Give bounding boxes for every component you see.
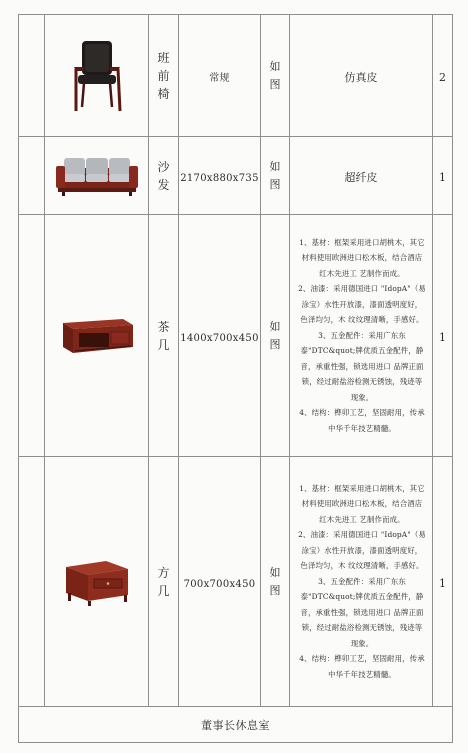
image-cell (45, 137, 149, 215)
material-cell (290, 215, 433, 457)
material-line: 2、油漆：采用德国进口 "IdopA"（易涂宝）水性开放漆，漆面透明度好，色泽均匀，木 纹纹理清晰，手感好。 (298, 530, 426, 571)
item-qty: 1 (439, 171, 446, 184)
item-qty: 1 (439, 331, 446, 344)
material-line: 3、五金配件：采用广东东泰"DTC&quot;牌优质五金配件，静音，承重性强，锁选用进口 品牌正面锁，经过耐盐浴检测无锈蚀，残迹等现象。 (300, 330, 424, 402)
item-qty: 1 (439, 577, 446, 590)
qty-cell (433, 15, 453, 137)
material-line: 1、基材：框架采用进口胡桃木，其它材料使用欧洲进口松木板，结合酒店红木先进工 艺制作而成。 (299, 237, 425, 278)
item-spec: 常规 (209, 73, 230, 84)
name-cell (149, 137, 179, 215)
index-cell (19, 215, 45, 457)
figure-cell (261, 457, 290, 707)
item-spec: 2170x880x735 (180, 173, 259, 184)
item-figure: 如图 (269, 59, 281, 91)
spec-cell (179, 457, 261, 707)
qty-cell (433, 215, 453, 457)
item-name: 班前椅 (157, 50, 170, 101)
qty-cell (433, 457, 453, 707)
table-row (19, 215, 453, 457)
material-line: 4、结构：榫卯工艺，坚固耐用，传承中华千年技艺精髓。 (299, 408, 425, 433)
room-label: 董事长休息室 (19, 707, 453, 743)
material-cell (290, 137, 433, 215)
index-cell (19, 457, 45, 707)
spec-cell (179, 215, 261, 457)
figure-cell (261, 215, 290, 457)
index-cell (19, 137, 45, 215)
item-figure: 如图 (269, 319, 281, 351)
figure-cell (261, 15, 290, 137)
table-row (19, 457, 453, 707)
image-cell (45, 457, 149, 707)
name-cell (149, 15, 179, 137)
item-material: 超纤皮 (344, 171, 378, 184)
sofa-image (54, 154, 140, 198)
footer-row (19, 707, 453, 743)
spec-cell (179, 15, 261, 137)
item-name: 沙发 (157, 159, 170, 192)
item-spec: 700x700x450 (183, 579, 256, 590)
material-line: 1、基材：框架采用进口胡桃木，其它材料使用欧洲进口松木板，结合酒店红木先进工 艺制作而成。 (299, 483, 425, 524)
material-line: 2、油漆：采用德国进口 "IdopA"（易涂宝）水性开放漆，漆面透明度好，色泽均匀，木 纹纹理清晰，手感好。 (298, 284, 426, 325)
office-chair-image (62, 37, 132, 115)
figure-cell (261, 137, 290, 215)
item-name: 茶几 (157, 319, 170, 352)
item-figure: 如图 (269, 159, 281, 191)
material-line: 4、结构：榫卯工艺，坚固耐用，传承中华千年技艺精髓。 (299, 654, 425, 679)
item-spec: 1400x700x450 (180, 333, 259, 344)
image-cell (45, 15, 149, 137)
material-line: 3、五金配件：采用广东东泰"DTC&quot;牌优质五金配件，静音，承重性强，锁选用进口 品牌正面锁，经过耐盐浴检测无锈蚀，残迹等现象。 (300, 576, 424, 648)
furniture-spec-table (18, 14, 453, 743)
item-qty: 2 (439, 71, 446, 84)
qty-cell (433, 137, 453, 215)
side-table-image (62, 557, 132, 607)
name-cell (149, 215, 179, 457)
image-cell (45, 215, 149, 457)
table-row (19, 137, 453, 215)
item-figure: 如图 (269, 565, 281, 597)
material-cell (290, 15, 433, 137)
coffee-table-image (59, 315, 135, 357)
index-cell (19, 15, 45, 137)
item-name: 方几 (157, 565, 170, 598)
spec-cell (179, 137, 261, 215)
table-row (19, 15, 453, 137)
material-cell (290, 457, 433, 707)
item-material: 仿真皮 (344, 71, 378, 84)
name-cell (149, 457, 179, 707)
